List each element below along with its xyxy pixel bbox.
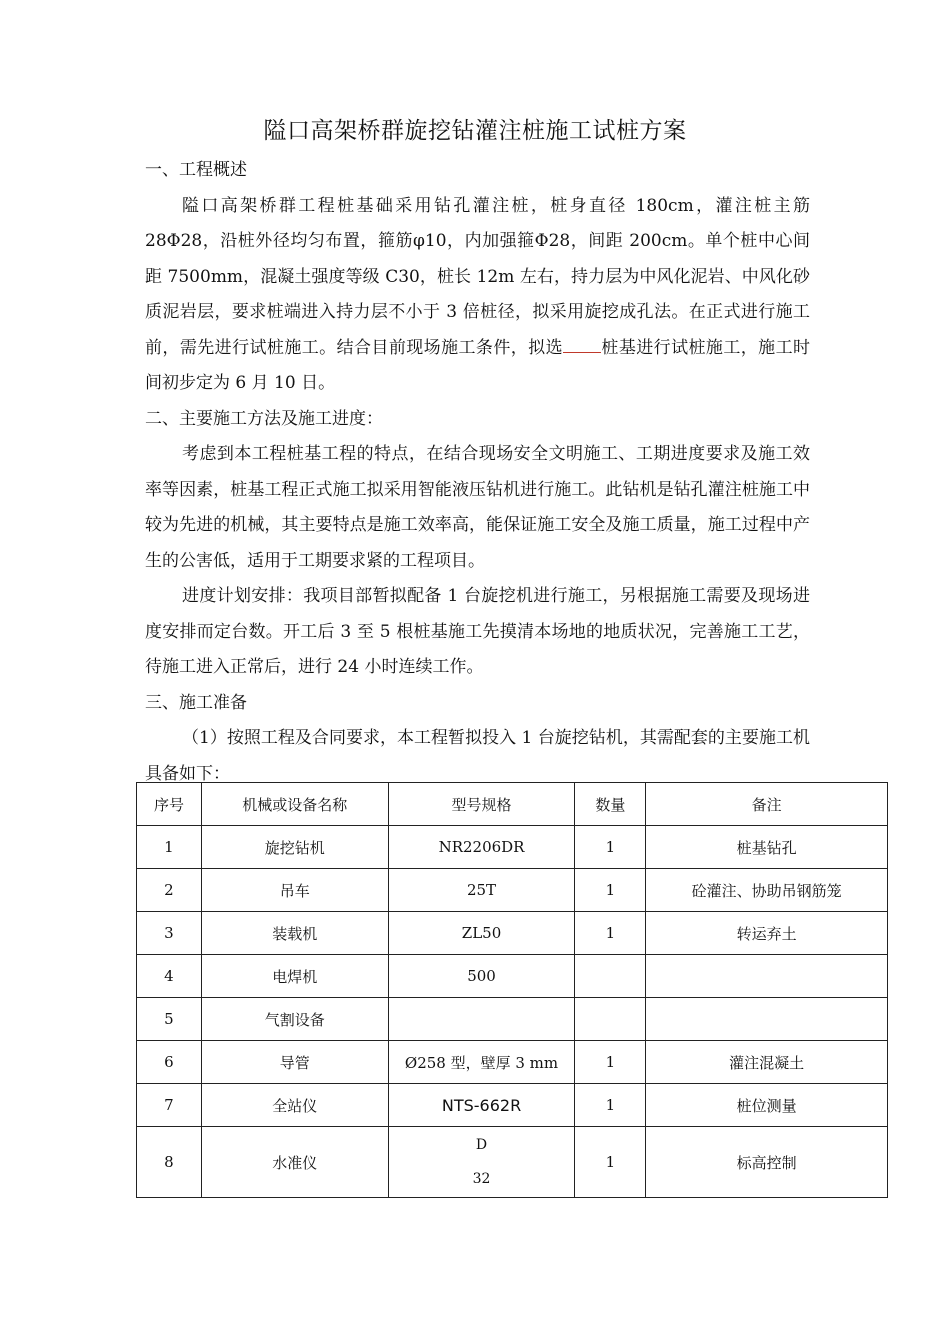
cell-name: 吊车	[201, 869, 388, 912]
cell-model-line-2: 32	[472, 1171, 491, 1187]
cell-note: 转运弃土	[646, 912, 888, 955]
cell-no: 2	[137, 869, 202, 912]
fill-in-blank	[563, 334, 601, 353]
section-1-text-a: 隘口高架桥群工程桩基础采用钻孔灌注桩，桩身直径 180cm，灌注桩主筋 28Φ28，沿桩外径均匀布置，箍筋φ10，内加强箍Φ28，间距 200cm。单个桩中心间距 7500mm，混凝土强度等级 C30，桩长 12m 左右，持力层为中风化泥岩、中风化砂质泥岩层，要求桩端进入持力层不小于 3 倍桩径，拟采用旋挖成孔法。在正式进行施工前，需先进行试桩施工。结合目前现场施工条件，拟选	[145, 195, 810, 358]
table-row	[137, 869, 888, 912]
section-2-paragraph-1: 考虑到本工程桩基工程的特点，在结合现场安全文明施工、工期进度要求及施工效率等因素，桩基工程正式施工拟采用智能液压钻机进行施工。此钻机是钻孔灌注桩施工中较为先进的机械，其主要特点是施工效率高，能保证施工安全及施工质量，施工过程中产生的公害低，适用于工期要求紧的工程项目。	[145, 444, 810, 571]
cell-qty: 1	[575, 912, 646, 955]
table-row	[137, 1084, 888, 1127]
header-qty: 数量	[575, 783, 646, 826]
section-2-heading: 二、主要施工方法及施工进度：	[145, 408, 383, 429]
cell-qty: 1	[575, 869, 646, 912]
cell-qty	[575, 955, 646, 998]
cell-no: 7	[137, 1084, 202, 1127]
header-no: 序号	[137, 783, 202, 826]
section-3-heading: 三、施工准备	[145, 692, 247, 713]
cell-no: 1	[137, 826, 202, 869]
equipment-table	[136, 782, 888, 1198]
cell-model: Ø258 型，壁厚 3 mm	[388, 1041, 575, 1084]
cell-model	[388, 998, 575, 1041]
cell-model: 500	[388, 955, 575, 998]
body-text	[145, 153, 810, 792]
cell-name: 气割设备	[201, 998, 388, 1041]
cell-no: 3	[137, 912, 202, 955]
table-header-row	[137, 783, 888, 826]
cell-qty: 1	[575, 1041, 646, 1084]
section-1-heading: 一、工程概述	[145, 160, 247, 180]
header-model: 型号规格	[388, 783, 575, 826]
table-row	[137, 1127, 888, 1198]
cell-model	[388, 1127, 575, 1198]
cell-no: 8	[137, 1127, 202, 1198]
cell-model: ZL50	[388, 912, 575, 955]
section-2-paragraph-2: 进度计划安排：我项目部暂拟配备 1 台旋挖机进行施工，另根据施工需要及现场进度安排而定台数。开工后 3 至 5 根桩基施工先摸清本场地的地质状况，完善施工工艺，待施工进入正常后，进行 24 小时连续工作。	[145, 586, 810, 677]
section-1-text-b: 桩基进行试桩施工，施工时间初步定为 6 月 10 日。	[145, 337, 810, 393]
table-row	[137, 826, 888, 869]
cell-note: 灌注混凝土	[646, 1041, 888, 1084]
cell-note	[646, 998, 888, 1041]
table-row	[137, 1041, 888, 1084]
cell-no: 4	[137, 955, 202, 998]
cell-no: 5	[137, 998, 202, 1041]
cell-note: 砼灌注、协助吊钢筋笼	[646, 869, 888, 912]
cell-name: 电焊机	[201, 955, 388, 998]
cell-note: 桩位测量	[646, 1084, 888, 1127]
cell-model: NR2206DR	[388, 826, 575, 869]
cell-qty: 1	[575, 1084, 646, 1127]
cell-qty: 1	[575, 826, 646, 869]
table-row	[137, 912, 888, 955]
cell-qty: 1	[575, 1127, 646, 1198]
cell-name: 装载机	[201, 912, 388, 955]
cell-model-line-1: D	[475, 1137, 488, 1153]
cell-note: 标高控制	[646, 1127, 888, 1198]
table-row	[137, 998, 888, 1041]
cell-name: 水准仪	[201, 1127, 388, 1198]
header-name: 机械或设备名称	[201, 783, 388, 826]
cell-note: 桩基钻孔	[646, 826, 888, 869]
cell-name: 全站仪	[201, 1084, 388, 1127]
cell-name: 旋挖钻机	[201, 826, 388, 869]
section-1-paragraph	[145, 189, 810, 402]
header-note: 备注	[646, 783, 888, 826]
cell-qty	[575, 998, 646, 1041]
cell-note	[646, 955, 888, 998]
section-3-paragraph: （1）按照工程及合同要求，本工程暂拟投入 1 台旋挖钻机，其需配套的主要施工机具备如下：	[145, 728, 810, 784]
cell-name: 导管	[201, 1041, 388, 1084]
document-title: 隘口高架桥群旋挖钻灌注桩施工试桩方案	[263, 118, 687, 144]
cell-model: 25T	[388, 869, 575, 912]
cell-no: 6	[137, 1041, 202, 1084]
table-row	[137, 955, 888, 998]
cell-model: NTS-662R	[388, 1084, 575, 1127]
